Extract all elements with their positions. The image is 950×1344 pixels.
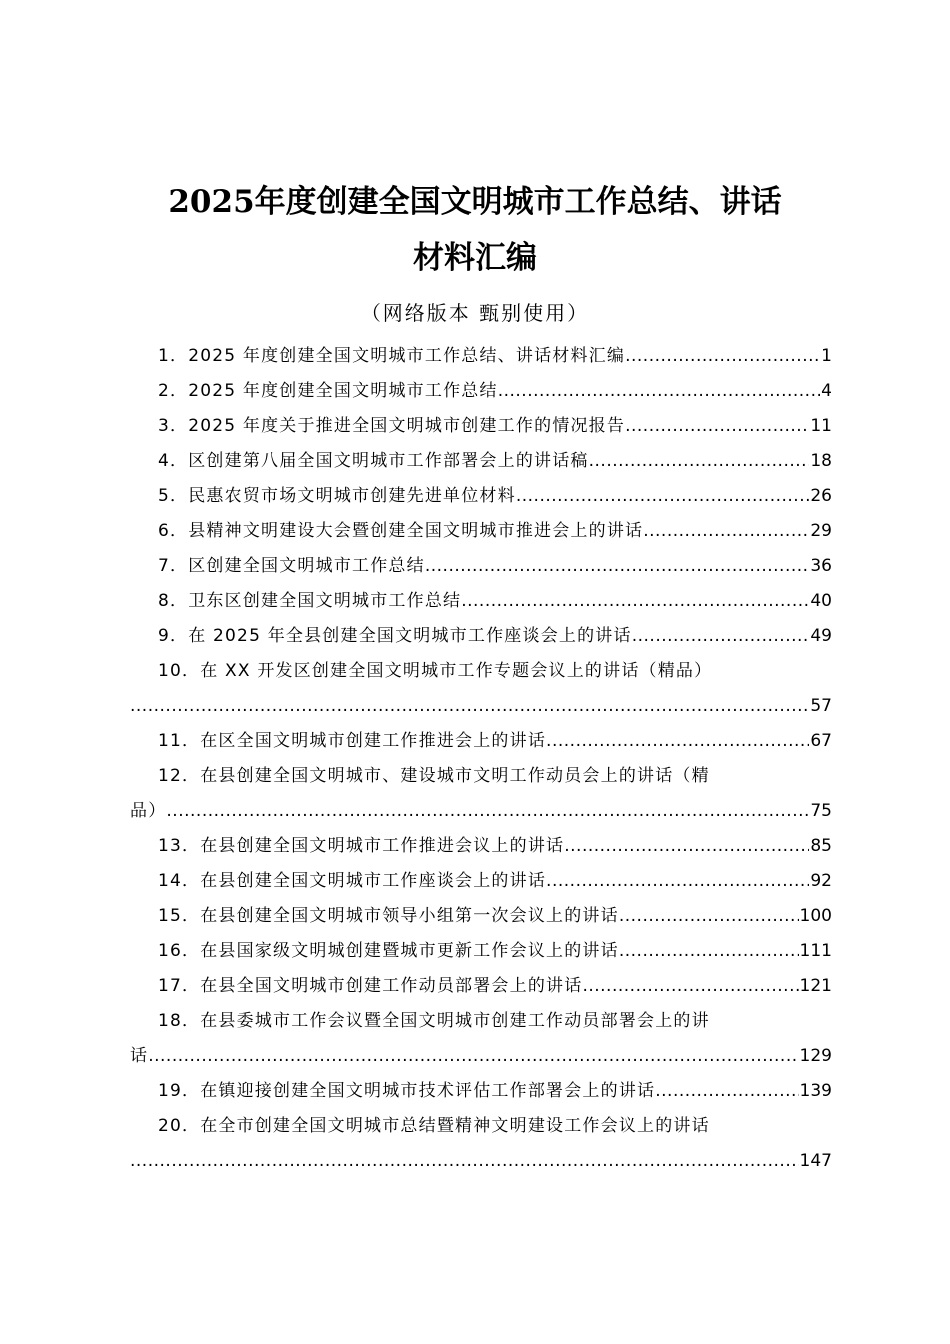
toc-leader-dots xyxy=(632,619,810,654)
document-title-line-1: 2025年度创建全国文明城市工作总结、讲话 xyxy=(168,184,782,220)
toc-entry-number: 17． xyxy=(158,976,201,996)
toc-entry-number: 14． xyxy=(158,871,201,891)
toc-entry-title: 区创建第八届全国文明城市工作部署会上的讲话稿 xyxy=(188,451,589,471)
toc-entry-title: 县精神文明建设大会暨创建全国文明城市推进会上的讲话 xyxy=(188,521,644,541)
toc-leader-dots xyxy=(516,479,810,514)
toc-entry-title: 在区全国文明城市创建工作推进会上的讲话 xyxy=(200,731,547,751)
toc-leader-dots xyxy=(166,794,809,829)
toc-entry-continuation[interactable] xyxy=(130,1039,832,1074)
toc-entry-page: 36 xyxy=(810,556,832,576)
toc-entry-title: 在 2025 年全县创建全国文明城市工作座谈会上的讲话 xyxy=(188,626,632,646)
toc-entry-page: 49 xyxy=(810,626,832,646)
toc-entry-page: 139 xyxy=(799,1081,832,1101)
toc-entry-title: 在镇迎接创建全国文明城市技术评估工作部署会上的讲话 xyxy=(200,1081,656,1101)
toc-leader-dots xyxy=(498,374,820,409)
toc-entry[interactable] xyxy=(130,934,832,969)
toc-entry-number: 16． xyxy=(158,941,201,961)
toc-entry-title: 在县全国文明城市创建工作动员部署会上的讲话 xyxy=(200,976,583,996)
table-of-contents xyxy=(130,339,832,1179)
toc-entry[interactable] xyxy=(130,374,832,409)
toc-entry-title-cont: 话 xyxy=(130,1046,149,1066)
toc-leader-dots xyxy=(546,724,809,759)
toc-entry-title: 在县创建全国文明城市工作座谈会上的讲话 xyxy=(200,871,547,891)
toc-entry[interactable] xyxy=(130,724,832,759)
toc-entry-title: 2025 年度创建全国文明城市工作总结 xyxy=(188,381,498,401)
toc-entry-title: 在县创建全国文明城市工作推进会议上的讲话 xyxy=(200,836,565,856)
toc-entry-number: 13． xyxy=(158,836,201,856)
toc-entry-title-cont: 品） xyxy=(130,801,167,821)
toc-entry-page: 26 xyxy=(810,486,832,506)
toc-leader-dots xyxy=(546,864,809,899)
toc-leader-dots xyxy=(655,1074,798,1109)
toc-entry[interactable] xyxy=(130,479,832,514)
toc-entry-continuation[interactable] xyxy=(130,689,832,724)
toc-entry-page: 121 xyxy=(799,976,832,996)
toc-entry-page: 40 xyxy=(810,591,832,611)
toc-entry-title: 在县委城市工作会议暨全国文明城市创建工作动员部署会上的讲 xyxy=(200,1011,710,1031)
toc-entry-number: 12． xyxy=(158,766,201,786)
toc-leader-dots xyxy=(148,1039,798,1074)
toc-entry-number: 6． xyxy=(158,521,189,541)
toc-entry[interactable] xyxy=(130,829,832,864)
toc-entry[interactable] xyxy=(130,584,832,619)
toc-entry-number: 19． xyxy=(158,1081,201,1101)
toc-leader-dots xyxy=(625,409,809,444)
toc-entry-number: 18． xyxy=(158,1011,201,1031)
toc-entry-page: 92 xyxy=(810,871,832,891)
toc-leader-dots xyxy=(582,969,798,1004)
toc-entry[interactable] xyxy=(130,759,832,794)
toc-entry-page: 111 xyxy=(799,941,832,961)
toc-entry[interactable] xyxy=(130,409,832,444)
toc-entry-title: 卫东区创建全国文明城市工作总结 xyxy=(188,591,462,611)
toc-entry-title: 2025 年度创建全国文明城市工作总结、讲话材料汇编 xyxy=(188,346,626,366)
toc-entry-continuation[interactable] xyxy=(130,1144,832,1179)
toc-leader-dots xyxy=(130,1144,799,1179)
toc-entry-title: 在县国家级文明城创建暨城市更新工作会议上的讲话 xyxy=(200,941,619,961)
toc-leader-dots xyxy=(625,339,820,374)
toc-entry-page: 75 xyxy=(810,801,832,821)
toc-entry-page: 147 xyxy=(799,1151,832,1171)
toc-entry-title: 民惠农贸市场文明城市创建先进单位材料 xyxy=(188,486,516,506)
toc-entry-number: 8． xyxy=(158,591,189,611)
toc-entry-number: 7． xyxy=(158,556,189,576)
toc-leader-dots xyxy=(130,689,809,724)
toc-entry-number: 9． xyxy=(158,626,189,646)
toc-leader-dots xyxy=(643,514,809,549)
toc-entry[interactable] xyxy=(130,654,832,689)
toc-leader-dots xyxy=(619,934,799,969)
toc-entry-page: 11 xyxy=(810,416,832,436)
toc-entry-page: 129 xyxy=(799,1046,832,1066)
toc-entry-page: 67 xyxy=(810,731,832,751)
toc-entry-number: 2． xyxy=(158,381,189,401)
toc-entry-page: 1 xyxy=(821,346,832,366)
toc-entry-number: 10． xyxy=(158,661,201,681)
toc-leader-dots xyxy=(425,549,810,584)
toc-entry-page: 4 xyxy=(821,381,832,401)
toc-entry[interactable] xyxy=(130,1074,832,1109)
toc-entry-number: 3． xyxy=(158,416,189,436)
toc-entry[interactable] xyxy=(130,619,832,654)
toc-entry[interactable] xyxy=(130,514,832,549)
toc-entry[interactable] xyxy=(130,899,832,934)
document-title-line-2: 材料汇编 xyxy=(413,240,537,276)
toc-leader-dots xyxy=(619,899,799,934)
toc-entry-page: 29 xyxy=(810,521,832,541)
toc-leader-dots xyxy=(564,829,809,864)
toc-entry[interactable] xyxy=(130,1109,832,1144)
toc-entry-number: 11． xyxy=(158,731,201,751)
toc-entry[interactable] xyxy=(130,339,832,374)
toc-entry-title: 在全市创建全国文明城市总结暨精神文明建设工作会议上的讲话 xyxy=(200,1116,710,1136)
toc-leader-dots xyxy=(589,444,810,479)
toc-entry-page: 57 xyxy=(810,696,832,716)
toc-entry-number: 20． xyxy=(158,1116,201,1136)
toc-entry-page: 18 xyxy=(810,451,832,471)
toc-entry-title: 区创建全国文明城市工作总结 xyxy=(188,556,425,576)
toc-entry-continuation[interactable] xyxy=(130,794,832,829)
toc-entry-page: 100 xyxy=(799,906,832,926)
toc-entry-page: 85 xyxy=(810,836,832,856)
toc-entry[interactable] xyxy=(130,969,832,1004)
document-subtitle: （网络版本 甄别使用） xyxy=(360,301,590,325)
toc-entry-number: 15． xyxy=(158,906,201,926)
toc-entry-title: 在 XX 开发区创建全国文明城市工作专题会议上的讲话（精品） xyxy=(200,661,713,681)
toc-entry-title: 2025 年度关于推进全国文明城市创建工作的情况报告 xyxy=(188,416,626,436)
toc-entry-number: 4． xyxy=(158,451,189,471)
toc-entry[interactable] xyxy=(130,864,832,899)
toc-leader-dots xyxy=(461,584,809,619)
toc-entry[interactable] xyxy=(130,1004,832,1039)
toc-entry[interactable] xyxy=(130,444,832,479)
toc-entry-title: 在县创建全国文明城市领导小组第一次会议上的讲话 xyxy=(200,906,619,926)
toc-entry-number: 5． xyxy=(158,486,189,506)
toc-entry-number: 1． xyxy=(158,346,189,366)
toc-entry-title: 在县创建全国文明城市、建设城市文明工作动员会上的讲话（精 xyxy=(200,766,710,786)
toc-entry[interactable] xyxy=(130,549,832,584)
